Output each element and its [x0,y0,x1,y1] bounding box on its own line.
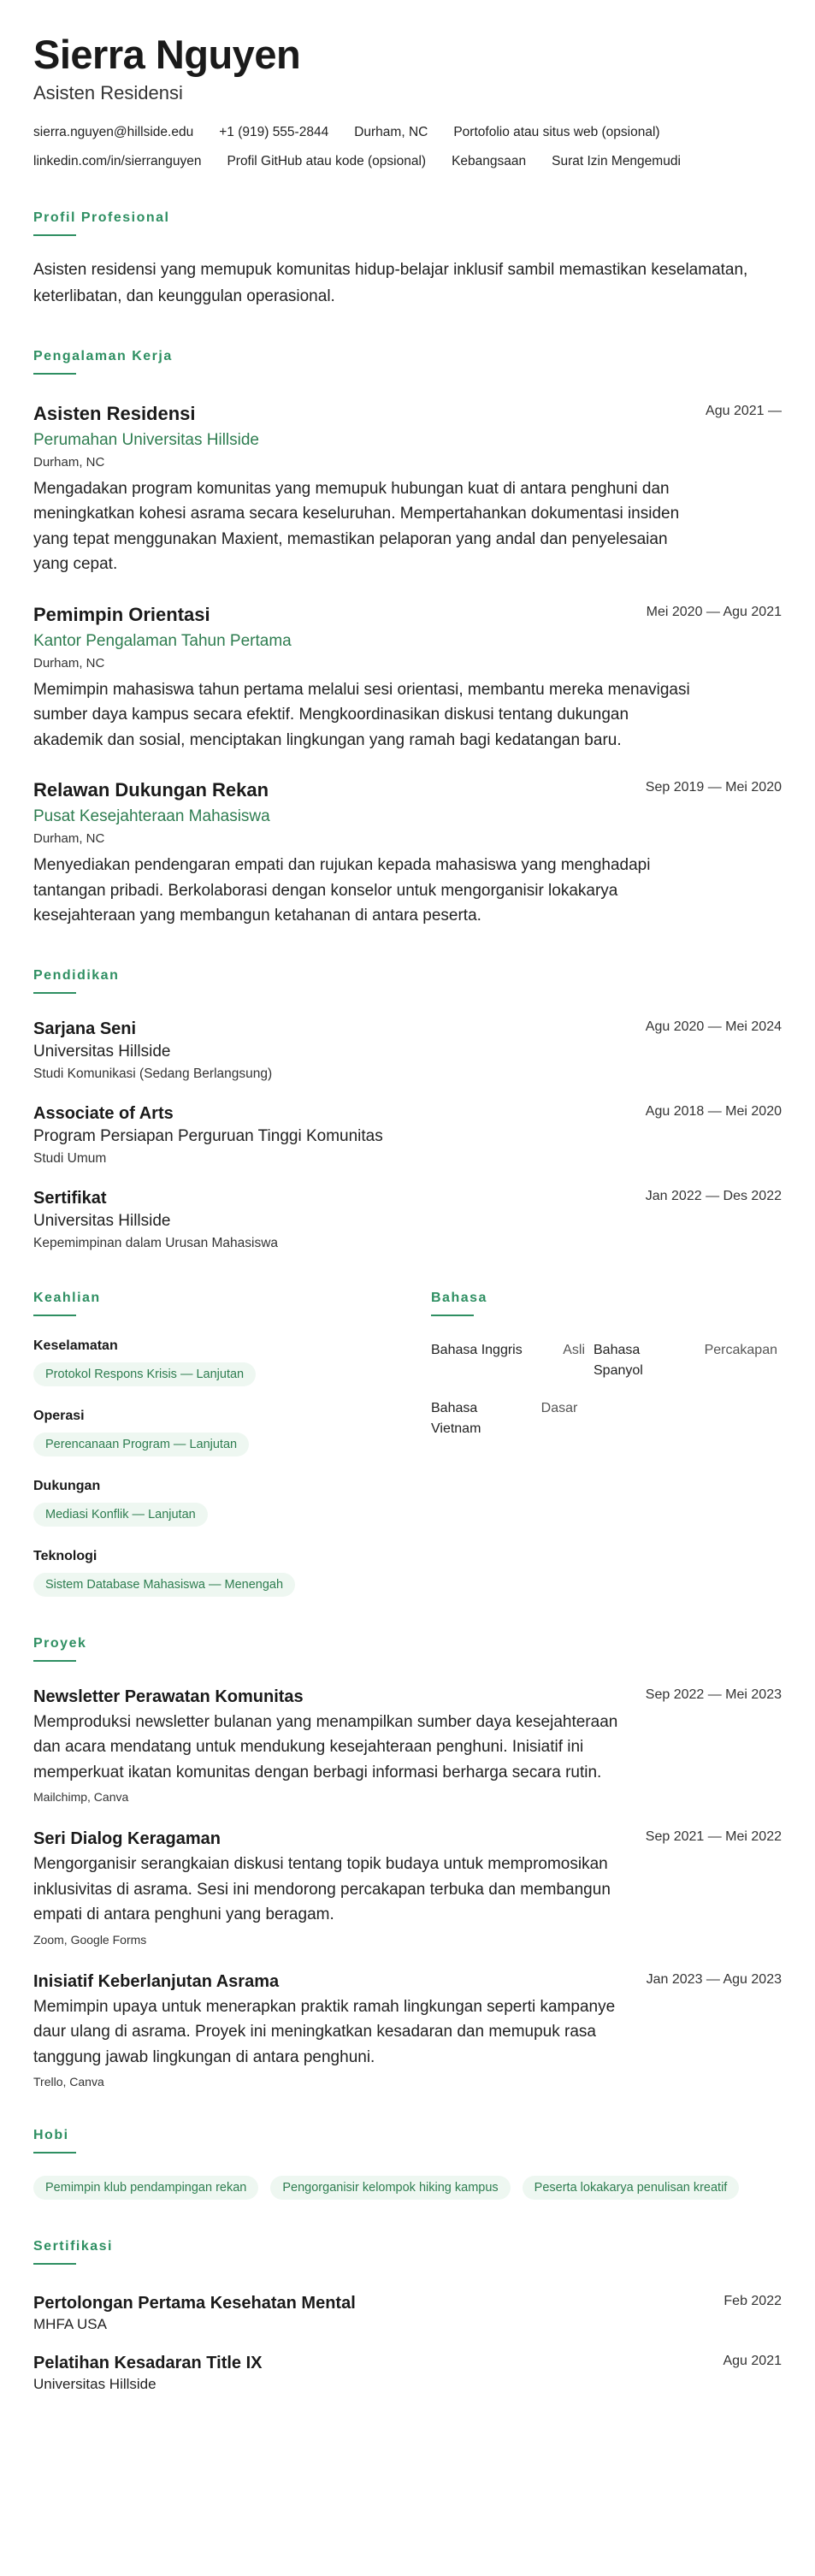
project-title: Seri Dialog Keragaman [33,1829,221,1849]
skill-category: Dukungan [33,1478,101,1493]
language-list [431,1340,782,1439]
experience-item [33,778,782,929]
skill-chip: Protokol Respons Krisis — Lanjutan [33,1362,256,1386]
experience-item [33,603,782,753]
education-date: Jan 2022 — Des 2022 [645,1188,782,1203]
project-tools: Zoom, Google Forms [33,1932,147,1947]
field-of-study: Kepemimpinan dalam Urusan Mahasiswa [33,1235,279,1250]
certification-date: Feb 2022 [723,2294,782,2309]
resume-header [33,32,782,171]
experience-section [33,349,782,929]
experience-item [33,402,782,577]
degree: Associate of Arts [33,1103,174,1123]
skill-group [33,1549,431,1597]
hobby-chip: Pengorganisir kelompok hiking kampus [270,2176,510,2200]
hobby-list [33,2176,782,2200]
job-title: Relawan Dukungan Rekan [33,779,269,801]
hobby-chip: Peserta lokakarya penulisan kreatif [523,2176,740,2200]
language-level: Dasar [540,1400,578,1415]
certification-item [33,2352,782,2393]
contact-linkedin[interactable]: linkedin.com/in/sierranguyen [33,153,202,168]
languages-section [431,1251,782,1597]
profile-section [33,210,782,310]
certification-name: Pelatihan Kesadaran Title IX [33,2354,263,2373]
section-divider [33,234,76,236]
field-of-study: Studi Umum [33,1150,107,1166]
section-divider [33,2263,76,2265]
school: Universitas Hillside [33,1042,171,1061]
section-divider [431,1315,474,1316]
skill-category: Teknologi [33,1548,97,1563]
job-organization: Pusat Kesejahteraan Mahasiswa [33,807,270,826]
job-description: Memimpin mahasiswa tahun pertama melalui sesi orientasi, membantu mereka menavigasi sumber daya kampus secara efektif. Mengkoordinasikan diskusi tentang dukungan akademik dan sosial, menciptakan lingkungan yang ramah bagi kedatangan baru. [33,680,690,749]
project-description: Memimpin upaya untuk menerapkan praktik ramah lingkungan seperti kampanye daur ulang di asrama. Proyek ini meningkatkan kesadaran dan memupuk rasa tanggung jawab lingkungan di antara penghuni. [33,1997,616,2066]
education-date: Agu 2018 — Mei 2020 [645,1103,782,1119]
section-title-skills: Keahlian [33,1290,101,1305]
job-title: Asisten Residensi [33,402,196,424]
contact-nationality: Kebangsaan [452,153,527,168]
language-level: Asli [563,1342,585,1357]
degree: Sarjana Seni [33,1019,137,1038]
candidate-name: Sierra Nguyen [33,32,301,77]
education-list [33,1018,782,1251]
language-level: Percakapan [704,1342,777,1357]
project-date: Sep 2021 — Mei 2022 [645,1829,782,1845]
contact-drivers-license: Surat Izin Mengemudi [552,153,681,168]
certification-date: Agu 2021 [723,2354,782,2369]
degree: Sertifikat [33,1188,107,1208]
hobbies-section [33,2128,782,2200]
education-item [33,1102,782,1167]
candidate-role: Asisten Residensi [33,81,183,103]
profile-summary: Asisten residensi yang memupuk komunitas hidup-belajar inklusif sambil memastikan keselamatan, keterlibatan, dan keunggulan operasional. [33,260,748,305]
job-location: Durham, NC [33,454,105,470]
certifications-section [33,2239,782,2393]
certification-issuer: MHFA USA [33,2316,107,2333]
field-of-study: Studi Komunikasi (Sedang Berlangsung) [33,1066,273,1081]
project-title: Inisiatif Keberlanjutan Asrama [33,1971,280,1991]
skills-languages-row [33,1251,782,1597]
experience-list [33,402,782,929]
project-item [33,1686,782,1805]
project-description: Mengorganisir serangkaian diskusi tentang topik budaya untuk mempromosikan inklusivitas di asrama. Sesi ini mendorong percakapan terbuka dan membangun empati di antara penghuni yang beragam. [33,1855,611,1924]
project-tools: Mailchimp, Canva [33,1790,129,1805]
skill-group [33,1409,431,1456]
certification-list [33,2292,782,2393]
skill-group [33,1479,431,1527]
contact-github[interactable]: Profil GitHub atau kode (opsional) [227,153,427,168]
skill-chip: Perencanaan Program — Lanjutan [33,1433,249,1456]
project-date: Sep 2022 — Mei 2023 [645,1687,782,1702]
school: Universitas Hillside [33,1211,171,1230]
section-divider [33,2152,76,2154]
skill-chip: Mediasi Konflik — Lanjutan [33,1503,208,1527]
job-organization: Perumahan Universitas Hillside [33,430,259,449]
job-location: Durham, NC [33,831,105,847]
job-date: Sep 2019 — Mei 2020 [645,780,782,795]
section-title-certifications: Sertifikasi [33,2239,113,2254]
certification-name: Pertolongan Pertama Kesehatan Mental [33,2294,356,2313]
education-item [33,1187,782,1251]
school: Program Persiapan Perguruan Tinggi Komunitas [33,1126,383,1145]
section-title-education: Pendidikan [33,967,120,983]
job-organization: Kantor Pengalaman Tahun Pertama [33,631,292,650]
education-item [33,1018,782,1082]
section-title-hobbies: Hobi [33,2128,69,2143]
project-date: Jan 2023 — Agu 2023 [646,1971,782,1987]
language-name: Bahasa Vietnam [431,1400,481,1436]
contact-list [33,123,769,171]
section-title-profile: Profil Profesional [33,210,170,225]
project-description: Memproduksi newsletter bulanan yang menampilkan sumber daya kesejahteraan dan acara mendatang untuk mendukung kesejahteraan penghuni. Inisiatif ini memperkuat ikatan komunitas dengan berbagi informasi berharga secara rutin. [33,1712,618,1781]
project-tools: Trello, Canva [33,2075,104,2089]
project-item [33,1970,782,2089]
skill-category: Operasi [33,1408,85,1423]
contact-email[interactable]: sierra.nguyen@hillside.edu [33,124,194,139]
education-section [33,968,782,1251]
skill-category: Keselamatan [33,1338,118,1353]
section-divider [33,1315,76,1316]
projects-section [33,1636,782,2089]
skill-chip: Sistem Database Mahasiswa — Menengah [33,1573,295,1597]
contact-phone[interactable]: +1 (919) 555-2844 [219,124,329,139]
job-title: Pemimpin Orientasi [33,603,210,625]
job-description: Menyediakan pendengaran empati dan rujukan kepada mahasiswa yang menghadapi tantangan pribadi. Berkolaborasi dengan konselor untuk mengorganisir lokakarya kesejahteraan yang membangun ketahanan di antara peserta. [33,856,651,925]
section-divider [33,1660,76,1662]
project-list [33,1686,782,2089]
project-title: Newsletter Perawatan Komunitas [33,1687,304,1706]
language-name: Bahasa Inggris [431,1342,523,1357]
contact-location: Durham, NC [354,124,428,139]
language-name: Bahasa Spanyol [594,1342,643,1378]
job-date: Agu 2021 — [706,403,782,418]
section-title-projects: Proyek [33,1635,87,1651]
section-divider [33,992,76,994]
project-item [33,1828,782,1947]
education-date: Agu 2020 — Mei 2024 [645,1019,782,1034]
skills-section [33,1251,431,1597]
job-date: Mei 2020 — Agu 2021 [646,604,782,619]
section-title-languages: Bahasa [431,1290,487,1305]
job-description: Mengadakan program komunitas yang memupuk hubungan kuat di antara penghuni dan meningkatkan kohesi asrama secara keseluruhan. Mempertahankan dokumentasi insiden yang tepat menggunakan Maxient, memastikan pelaporan yang andal dan penyelesaian yang cepat. [33,479,680,574]
job-location: Durham, NC [33,655,105,671]
certification-item [33,2292,782,2333]
section-title-experience: Pengalaman Kerja [33,348,173,363]
contact-portfolio[interactable]: Portofolio atau situs web (opsional) [453,124,660,139]
hobby-chip: Pemimpin klub pendampingan rekan [33,2176,258,2200]
section-divider [33,373,76,375]
skill-group [33,1338,431,1386]
certification-issuer: Universitas Hillside [33,2376,157,2393]
